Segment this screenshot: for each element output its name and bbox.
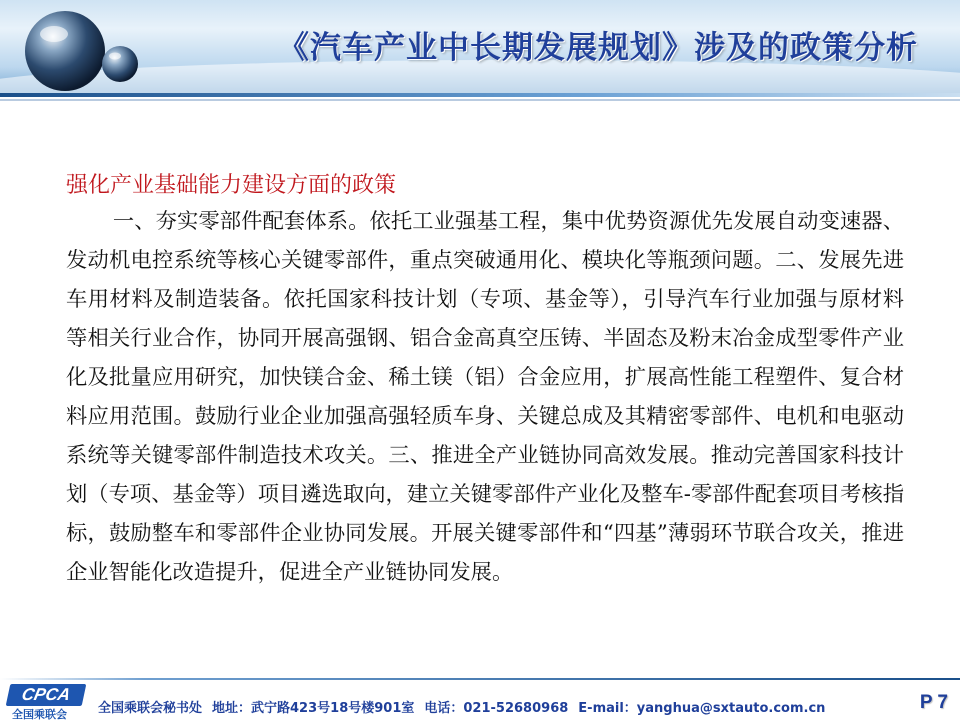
footer-org: 全国乘联会秘书处: [98, 701, 203, 716]
policy-paragraph: 一、夯实零部件配套体系。依托工业强基工程，集中优势资源优先发展自动变速器、发动机电控系统等核心关键零部件，重点突破通用化、模块化等瓶颈问题。二、发展先进车用材料及制造装备。依托国家科技计划（专项、基金等），引导汽车行业加强与原材料等相关行业合作，协同开展高强钢、铝合金高真空压铸、半固态及粉末冶金成型零件产业化及批量应用研究，加快镁合金、稀土镁（铝）合金应用，扩展高性能工程塑件、复合材料应用范围。鼓励行业企业加强高强轻质车身、关键总成及其精密零部件、电机和电驱动系统等关键零部件制造技术攻关。三、推进全产业链协同高效发展。推动完善国家科技计划（专项、基金等）项目遴选取向，建立关键零部件产业化及整车-零部件配套项目考核指标，鼓励整车和零部件企业协同发展。开展关键零部件和“四基”薄弱环节联合攻关，推进企业智能化改造提升，促进全产业链协同发展。: [66, 209, 904, 585]
header-divider: [0, 93, 960, 97]
orb-small-icon: [100, 44, 140, 84]
footer-phone: 电话：021-52680968: [424, 701, 569, 716]
header-divider-thin: [0, 99, 960, 101]
slide-title: 《汽车产业中长期发展规划》涉及的政策分析: [278, 30, 918, 66]
logo-text: 全国乘联会: [12, 708, 67, 721]
slide-header: [0, 0, 960, 96]
orb-large-icon: [22, 8, 108, 94]
footer-contact: [98, 697, 835, 716]
cpca-logo: [8, 684, 88, 721]
page-number: P 7: [919, 692, 948, 713]
section-heading: 强化产业基础能力建设方面的政策: [66, 173, 397, 198]
footer-divider: [0, 678, 960, 680]
footer-address: 地址：武宁路423号18号楼901室: [212, 701, 415, 716]
footer-email[interactable]: E-mail：yanghua@sxtauto.com.cn: [578, 701, 826, 716]
logo-mark: CPCA: [6, 684, 87, 706]
